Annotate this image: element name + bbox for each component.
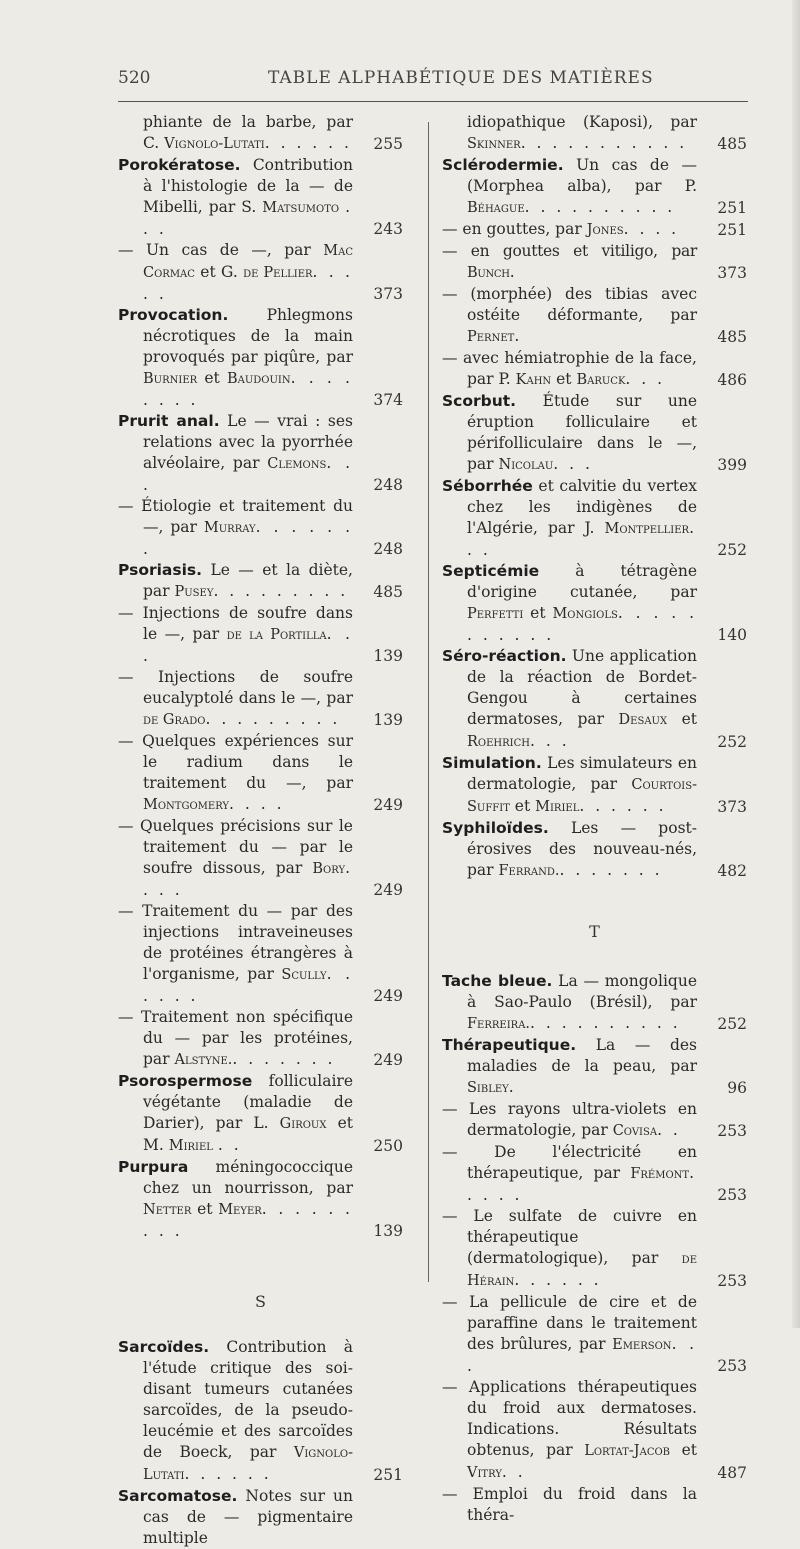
entry-author: Covisa [612,1123,658,1139]
index-entry [442,818,747,882]
entry-heading: Septicémie [442,562,540,580]
entry-author: Perfetti [467,606,524,622]
dot-leader: . . . . . . . . . [143,1200,353,1240]
dot-leader: . . . [553,455,593,473]
entry-text: Les simulateurs en dermatologie, par [467,754,697,793]
index-subentry [118,901,403,1007]
section-letter-s: S [255,1292,266,1311]
dot-leader: . . [657,1121,681,1139]
index-subentry [442,241,747,284]
entry-text: — Emploi du froid dans la théra- [442,1485,697,1524]
entry-text: et calvitie du vertex chez les indigènes de l'Algérie, par J. [467,477,697,537]
entry-text: — Traitement non spécifique du — par les protéines, par [118,1008,353,1068]
entry-text: Le — et la diète, par [143,561,353,600]
entry-text: La — des maladies de la peau, par [467,1036,697,1075]
index-entry [442,646,747,753]
entry-text: et [523,604,553,622]
index-entry [118,560,403,603]
dot-leader: . . . . [143,859,353,899]
entry-author: de Pellier [243,265,313,281]
dot-leader: . . . . . . . . . [213,582,349,600]
page-reference: 252 [717,1015,747,1033]
index-subentry [118,731,403,816]
page-reference: 485 [373,583,403,601]
dot-leader: . . . . . . . [559,861,663,879]
page-reference: 248 [373,540,403,558]
entry-author: Burnier [143,371,198,387]
index-entry [118,1337,403,1486]
left-column [118,112,403,1549]
entry-author: Sibley [467,1080,509,1096]
dot-leader: . . . . [623,220,680,238]
index-entry [442,155,747,219]
entry-heading: Purpura [118,1158,189,1176]
index-subentry [442,348,747,391]
index-entry [442,971,747,1035]
entry-text: Notes sur un cas de — pigmentaire multiple [143,1487,353,1547]
page-reference: 139 [373,711,403,729]
entry-text: — en gouttes et vitiligo, par [442,242,697,260]
entry-author: Béhague [467,200,525,216]
entry-text: idiopathique (Kaposi), par [467,113,697,131]
page-reference: 485 [717,328,747,346]
dot-leader: . . [501,1463,526,1481]
page-reference: 487 [717,1464,747,1482]
dot-leader: . . . . . . [514,1271,602,1289]
entry-author: Roehrich [467,734,530,750]
section-letter-t: T [589,922,600,941]
dot-leader: . . . [530,732,570,750]
page-reference: 243 [373,220,403,238]
page-reference: 485 [717,135,747,153]
entry-author: Montpellier [604,521,690,537]
dot-leader: . [509,263,518,281]
entry-author: Giroux [279,1116,327,1132]
dot-leader: . . [217,1136,242,1154]
page-reference: 249 [373,796,403,814]
entry-text: à tétragène d'origine cutanée, par [467,562,697,601]
entry-text: — avec hémiatrophie de la face, par P. [442,349,697,388]
entry-author: Alstyne. [174,1052,233,1068]
entry-author: Baruck [576,372,626,388]
page-reference: 251 [373,1466,403,1484]
header-rule [118,101,748,102]
index-subentry [442,1377,747,1484]
index-subentry [118,1007,403,1071]
dot-leader: . . . . . . . . . . [530,1014,681,1032]
entry-author: de Grado [143,712,206,728]
page-reference: 139 [373,1222,403,1240]
dot-leader: . . . . . . . . . . [524,198,676,216]
dot-leader: . . . . . . . . . [205,710,341,728]
page-reference: 486 [717,371,747,389]
index-subentry [442,1292,747,1377]
index-subentry [442,284,747,348]
index-entry [118,1071,403,1157]
entry-text: — Les rayons ultra-violets en dermatologie, par [442,1100,697,1139]
dot-leader: . . . [143,625,353,665]
entry-heading: Psorospermose [118,1072,253,1090]
index-entry [442,1035,747,1099]
page-reference: 374 [373,391,403,409]
entry-text: — De l'électricité en thérapeutique, par [442,1143,697,1182]
page-reference: 139 [373,647,403,665]
page-reference: 253 [717,1186,747,1204]
page-reference: 140 [717,626,747,644]
entry-author: Mongiols [552,606,618,622]
dot-leader: . . . . . . [579,797,667,815]
entry-heading: Provocation. [118,306,229,324]
dot-leader: . . . . . [143,263,353,303]
entry-author: Meyer [218,1202,262,1218]
entry-heading: Séro-réaction. [442,647,567,665]
entry-author: Clemons [267,456,327,472]
entry-text: La — mongolique à Sao-Paulo (Brésil), par [467,972,697,1011]
entry-text: et [191,1200,219,1218]
entry-author: Ferrand. [498,863,560,879]
dot-leader: . . . [143,198,353,238]
entry-heading: Tache bleue. [442,972,553,990]
entry-text: — Injections de soufre dans le —, par [118,604,353,643]
entry-text: — (morphée) des tibias avec ostéite déformante, par [442,285,697,324]
entry-text: méningococcique chez un nourrisson, par [143,1158,353,1197]
entry-text: — Quelques expériences sur le radium dans le traitement du —, par [118,732,353,792]
entry-text: Un cas de — (Morphea alba), par P. [467,156,697,195]
entry-text: phiante de la barbe, par C. [143,113,353,152]
index-subentry [118,240,403,305]
dot-leader: . . . . . . . [143,518,353,558]
dot-leader: . . . . . . . . . . . [520,134,688,152]
entry-text: — Le sulfate de cuivre en thérapeutique (dermatologique), par [442,1207,697,1267]
index-subentry [118,667,403,731]
index-entry [118,1157,403,1242]
index-entry [442,476,747,561]
entry-heading: Sarcoïdes. [118,1338,210,1356]
index-subentry [442,1099,747,1142]
running-title: TABLE ALPHABÉTIQUE DES MATIÈRES [268,68,654,88]
running-head [118,62,748,92]
dot-leader: . . . . . . . . . . . [467,604,697,644]
page-reference: 373 [717,798,747,816]
entry-author: Nicolau [498,457,554,473]
entry-author: Courtois-Suffit [467,777,697,815]
entry-text: folliculaire végétante (maladie de Darier), par L. [143,1072,353,1132]
entry-text: et [197,369,227,387]
entry-heading: Sclérodermie. [442,156,564,174]
dot-leader: . . . . . . . [232,1050,336,1068]
entry-author: de Hérain [467,1251,697,1289]
entry-author: Desaux [618,712,668,728]
entry-author: Vitry [467,1465,502,1481]
page-reference: 249 [373,881,403,899]
entry-author: Netter [143,1202,192,1218]
entry-text: Les — post-érosives des nouveau-nés, par [467,819,697,879]
page-reference: 255 [373,135,403,153]
entry-text: — Traitement du — par des injections intraveineuses de protéines étrangères à l'organisme, par [118,902,353,983]
index-entry [118,155,403,240]
dot-leader: . . . . . . . . [143,369,353,409]
entry-text: Contribution à l'étude critique des soi-disant tumeurs cutanées sarcoïdes, de la pseudo-leucémie et des sarcoïdes de Boeck, par [143,1338,353,1461]
dot-leader: . . . . . [467,1164,697,1204]
index-entry [118,112,403,155]
dot-leader: . . . . . . [264,134,352,152]
index-entry [442,561,747,646]
entry-author: Frémont [630,1166,690,1182]
index-entry [118,1486,403,1549]
dot-leader: . [514,327,523,345]
page-reference: 251 [717,199,747,217]
entry-text: Contribution à l'histologie de la — de Mibelli, par S. [143,156,353,216]
dot-leader: . . . [467,519,697,559]
entry-author: Baudouin [226,371,291,387]
entry-heading: Thérapeutique. [442,1036,577,1054]
entry-author: Pernet [467,329,515,345]
entry-heading: Simulation. [442,754,542,772]
page-reference: 249 [373,987,403,1005]
entry-heading: Séborrhée [442,477,533,495]
index-subentry [442,219,747,241]
entry-author: de la Portilla [226,627,327,643]
entry-text: et M. [143,1114,353,1154]
entry-text: et G. [194,263,244,281]
entry-text: Phlegmons nécrotiques de la main provoqués par piqûre, par [143,306,353,366]
page-number: 520 [118,68,151,88]
dot-leader: . . . . [229,795,285,813]
entry-author: Miriel [535,799,580,815]
page-edge-shadow [792,0,800,1328]
page-reference: 248 [373,476,403,494]
entry-text: Une application de la réaction de Bordet-Gengou à certaines dermatoses, par [467,647,697,728]
page-reference: 252 [717,733,747,751]
entry-text: et [667,710,697,728]
index-entry [442,391,747,476]
entry-author: Bunch [467,265,510,281]
entry-text: — Applications thérapeutiques du froid aux dermatoses. Indications. Résultats obtenus, par [442,1378,697,1459]
entry-author: Jones [586,222,624,238]
dot-leader: . [508,1078,517,1096]
entry-author: Murray [203,520,256,536]
entry-text: — Quelques précisions sur le traitement du — par le soufre dissous, par [118,817,353,877]
right-column [442,112,747,1526]
dot-leader: . . . [467,1335,698,1375]
entry-text: — La pellicule de cire et de paraffine dans le traitement des brûlures, par [442,1293,697,1353]
entry-author: Montgomery [143,797,230,813]
entry-author: Skinner [467,136,521,152]
entry-text: et [670,1441,697,1459]
entry-heading: Porokératose. [118,156,241,174]
entry-author: Vignolo-Lutati [164,136,265,152]
page-reference: 253 [717,1357,747,1375]
page-reference: 253 [717,1122,747,1140]
entry-text: et [509,797,536,815]
dot-leader: . . . [143,454,353,494]
page-reference: 96 [727,1079,747,1097]
entry-heading: Prurit anal. [118,412,220,430]
entry-author: Scully [281,967,327,983]
index-subentry [442,1206,747,1292]
entry-text: — Étiologie et traitement du —, par [118,497,353,536]
entry-author: Lortat-Jacob [584,1443,671,1459]
index-subentry [118,496,403,560]
index-subentry [118,603,403,667]
entry-author: Ferreira. [467,1016,531,1032]
entry-heading: Syphiloïdes. [442,819,549,837]
page-reference: 373 [373,285,403,303]
entry-heading: Psoriasis. [118,561,203,579]
index-subentry [442,1142,747,1206]
page-reference: 399 [717,456,747,474]
entry-author: Pusey [174,584,214,600]
dot-leader: . . . [625,370,666,388]
entry-heading: Sarcomatose. [118,1487,238,1505]
entry-text: — Injections de soufre eucalyptolé dans le —, par [118,668,353,707]
entry-author: Bory [312,861,346,877]
entry-text: — Un cas de —, par [118,241,324,259]
page-reference: 253 [717,1272,747,1290]
index-entry [118,305,403,411]
entry-text: Étude sur une éruption folliculaire et périfolliculaire dans le —, par [467,392,697,473]
entry-author: Kahn [515,372,552,388]
entry-author: Matsumoto [262,200,340,216]
entry-text: Le — vrai : ses relations avec la pyorrhée alvéolaire, par [143,412,353,472]
index-entry [442,753,747,818]
entry-text: — en gouttes, par [442,220,587,238]
column-divider [428,122,429,1282]
index-subentry [442,1484,747,1526]
page-reference: 482 [717,862,747,880]
entry-author: Vignolo-Lutati [143,1445,353,1483]
entry-author: Miriel [168,1138,213,1154]
entry-author: Emerson [612,1337,672,1353]
entry-author: Mac Cormac [143,243,353,281]
dot-leader: . . . . . . [184,1465,272,1483]
entry-text: et [551,370,577,388]
page-reference: 251 [717,221,747,239]
page-reference: 249 [373,1051,403,1069]
index-entry [118,411,403,496]
page-reference: 373 [717,264,747,282]
page-reference: 252 [717,541,747,559]
page-reference: 250 [373,1137,403,1155]
index-entry [442,112,747,155]
dot-leader: . . . . . . [143,965,354,1005]
entry-heading: Scorbut. [442,392,517,410]
index-subentry [118,816,403,901]
